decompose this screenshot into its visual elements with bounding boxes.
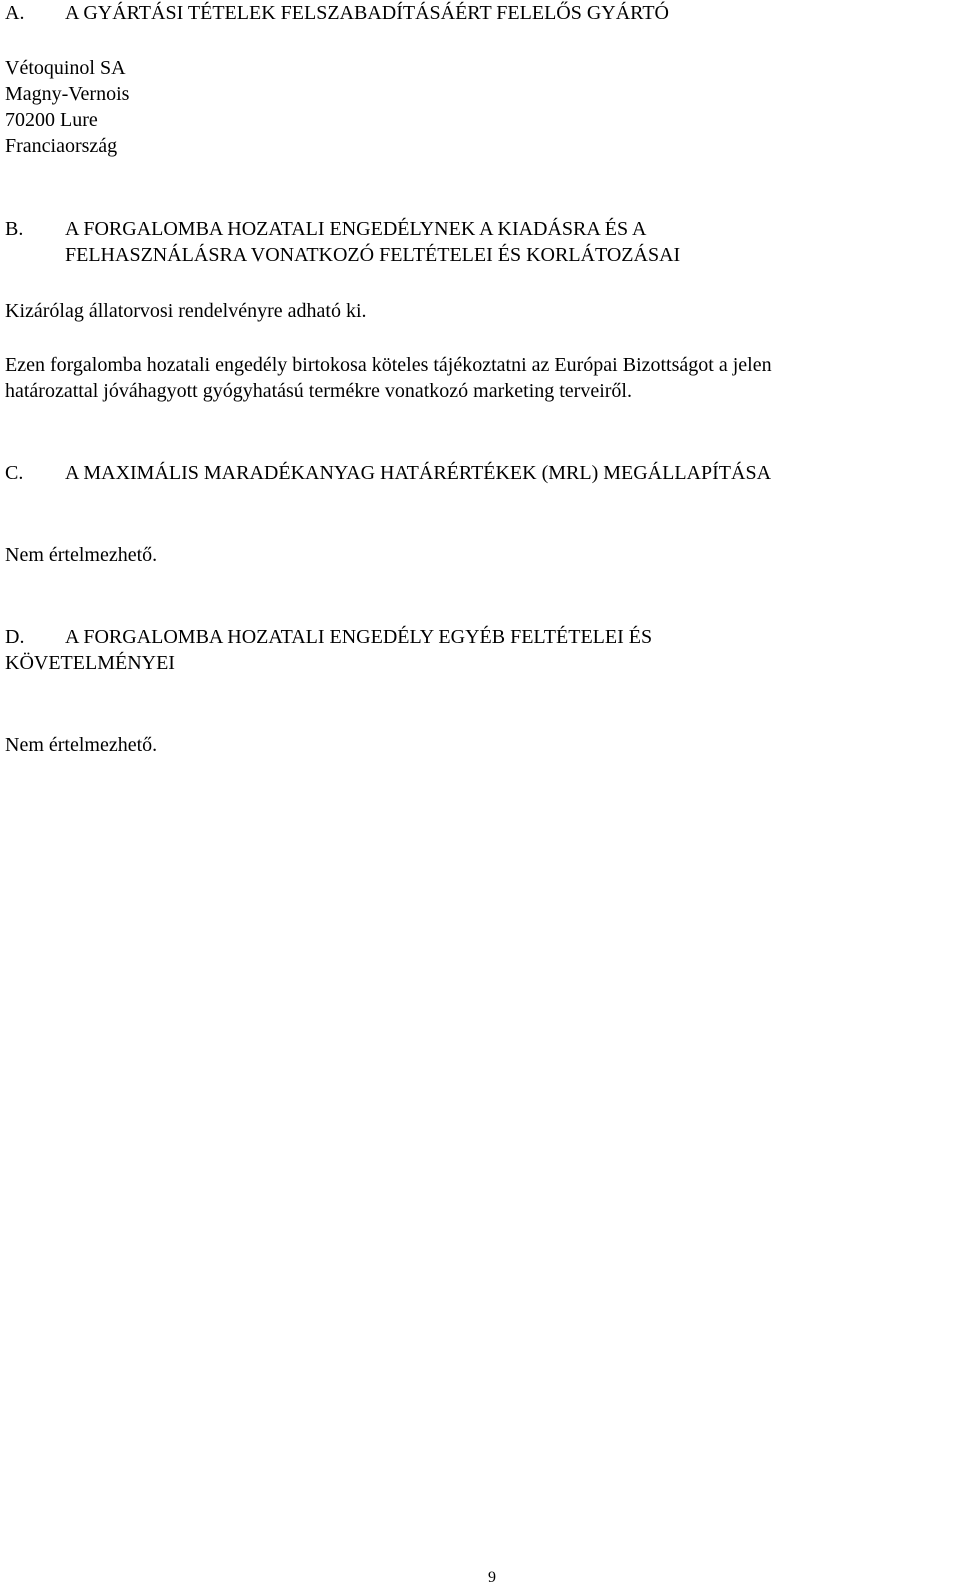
address-line-company: Vétoquinol SA: [5, 57, 126, 79]
section-d-heading: [5, 624, 955, 650]
marketing-paragraph: [5, 352, 955, 404]
section-b-title-line1: A FORGALOMBA HOZATALI ENGEDÉLYNEK A KIADÁSRA ÉS A: [65, 218, 647, 240]
section-b-letter: B.: [5, 218, 24, 240]
section-c-paragraph: [5, 542, 955, 568]
section-d-letter: D.: [5, 626, 25, 648]
section-d-text: Nem értelmezhető.: [5, 734, 158, 756]
marketing-text-line1: Ezen forgalomba hozatali engedély birtokosa köteles tájékoztatni az Európai Bizottságot a jelen: [5, 354, 772, 376]
section-a-title: A GYÁRTÁSI TÉTELEK FELSZABADÍTÁSÁÉRT FELELŐS GYÁRTÓ: [65, 2, 669, 24]
section-b-title-line2: FELHASZNÁLÁSRA VONATKOZÓ FELTÉTELEI ÉS KORLÁTOZÁSAI: [65, 244, 681, 266]
section-b-heading: [5, 216, 955, 268]
section-c-title: A MAXIMÁLIS MARADÉKANYAG HATÁRÉRTÉKEK (MRL) MEGÁLLAPÍTÁSA: [65, 462, 772, 484]
section-a-heading: [5, 0, 955, 26]
address-line-city: 70200 Lure: [5, 109, 98, 131]
manufacturer-address: [5, 55, 955, 159]
section-a-letter: A.: [5, 2, 25, 24]
address-line-street: Magny-Vernois: [5, 83, 130, 105]
section-d-title-line2: KÖVETELMÉNYEI: [5, 652, 175, 674]
address-line-country: Franciaország: [5, 135, 118, 157]
section-d-paragraph: [5, 732, 955, 758]
section-b-title: [65, 216, 955, 268]
page-number: 9: [488, 1569, 496, 1586]
marketing-text-line2: határozattal jóváhagyott gyógyhatású termékre vonatkozó marketing terveiről.: [5, 380, 632, 402]
prescription-text: Kizárólag állatorvosi rendelvényre adható ki.: [5, 300, 367, 322]
prescription-paragraph: [5, 298, 955, 324]
section-d-title-line1: A FORGALOMBA HOZATALI ENGEDÉLY EGYÉB FELTÉTELEI ÉS: [65, 626, 653, 648]
section-c-letter: C.: [5, 462, 24, 484]
section-c-text: Nem értelmezhető.: [5, 544, 158, 566]
section-d-title-continued: [5, 650, 955, 676]
section-c-heading: [5, 460, 955, 486]
